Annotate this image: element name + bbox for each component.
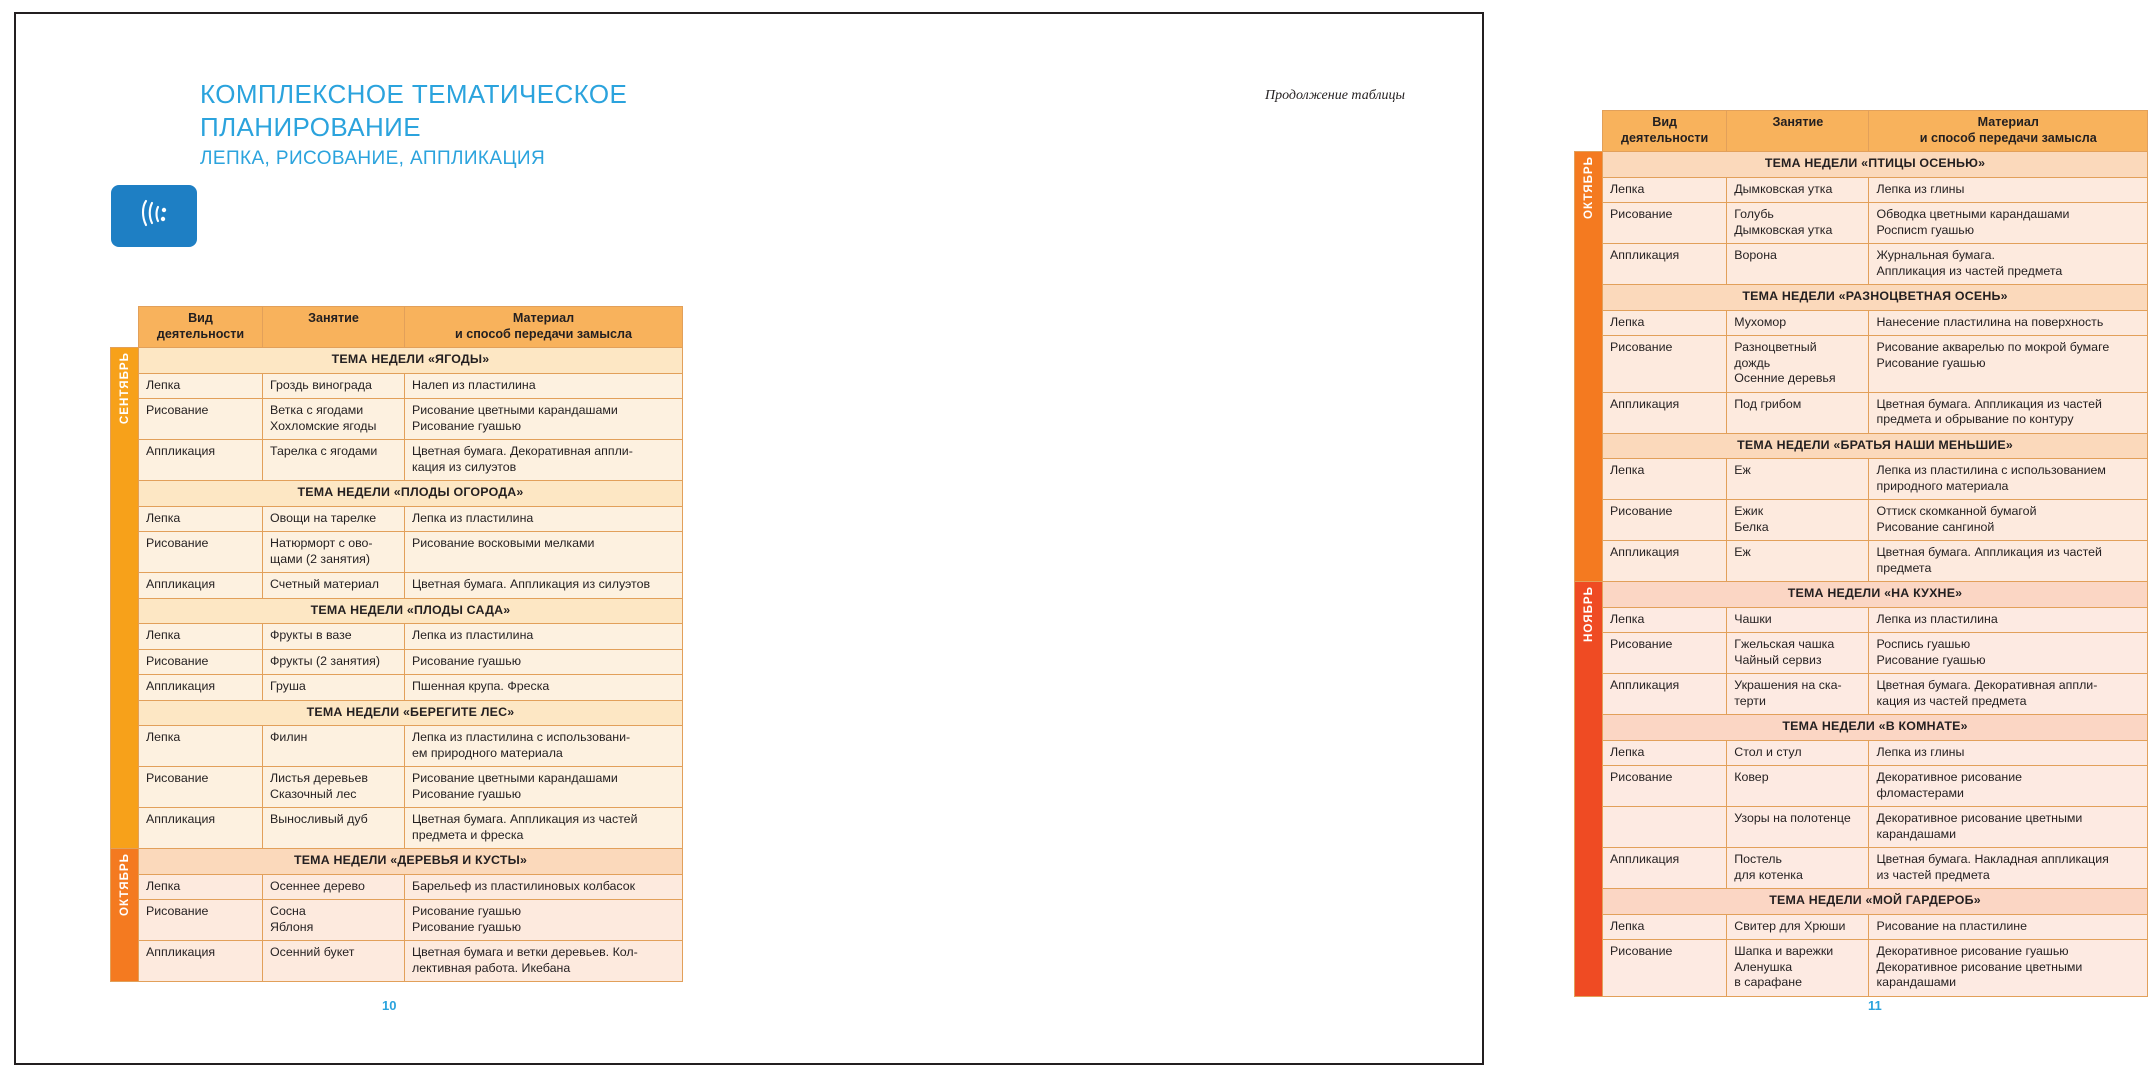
header-material-line2: и способ передачи замысла [454,326,633,341]
table-row [111,624,683,650]
cell-material: Рисование цветными карандашами Рисование гуашью [405,399,683,440]
theme-title: ТЕМА НЕДЕЛИ «ЯГОДЫ» [139,348,683,374]
theme-title: ТЕМА НЕДЕЛИ «БЕРЕГИТЕ ЛЕС» [139,700,683,726]
table-row [111,874,683,900]
cell-material: Рисование цветными карандашами Рисование гуашью [405,767,683,808]
theme-row [1575,582,2148,608]
table-row [1575,392,2148,433]
cell-kind: Рисование [139,532,263,573]
cell-activity: Украшения на ска- терти [1727,674,1869,715]
table-row [111,440,683,481]
table-row [111,808,683,849]
cell-material: Декоративное рисование фломастерами [1869,766,2148,807]
page-title [200,78,700,170]
cell-material: Цветная бумага. Аппликация из частей предмета [1869,541,2148,582]
cell-kind: Рисование [139,900,263,941]
cell-kind: Рисование [1603,203,1727,244]
theme-row [111,598,683,624]
header-material [405,307,683,348]
cell-activity: Гжельская чашка Чайный сервиз [1727,633,1869,674]
table-body-right [1575,152,2148,997]
page-left [0,0,750,1080]
table-row [1575,541,2148,582]
cell-kind: Лепка [1603,459,1727,500]
cell-activity: Еж [1727,541,1869,582]
cell-activity: Ковер [1727,766,1869,807]
table-row [1575,848,2148,889]
theme-row [111,849,683,875]
table-row [1575,177,2148,203]
cell-kind: Рисование [139,399,263,440]
cell-material: Нанесение пластилина на поверхность [1869,310,2148,336]
cell-material: Журнальная бумага. Аппликация из частей предмета [1869,244,2148,285]
table-right [1574,110,2148,997]
table-row [111,506,683,532]
cell-material: Цветная бумага. Аппликация из частей предмета и обрывание по контуру [1869,392,2148,433]
cell-material: Лепка из пластилина с использовани- ем природного материала [405,726,683,767]
cell-material: Лепка из пластилина с использованием природного материала [1869,459,2148,500]
table-row [1575,500,2148,541]
cell-activity: Дымковская утка [1727,177,1869,203]
cell-material: Цветная бумага. Декоративная аппли- кация из силуэтов [405,440,683,481]
table-row [111,675,683,701]
header-kind [1603,111,1727,152]
cell-kind: Аппликация [139,941,263,982]
cell-kind: Аппликация [1603,848,1727,889]
table-row [1575,940,2148,997]
cell-material: Роспись гуашью Рисование гуашью [1869,633,2148,674]
cell-kind: Лепка [139,874,263,900]
header-material [1869,111,2148,152]
cell-kind: Лепка [139,373,263,399]
brush-icon [111,185,197,247]
cell-kind: Лепка [1603,914,1727,940]
cell-activity: Ежик Белка [1727,500,1869,541]
cell-material: Налеп из пластилина [405,373,683,399]
cell-material: Рисование гуашью [405,649,683,675]
theme-title: ТЕМА НЕДЕЛИ «ПТИЦЫ ОСЕНЬЮ» [1603,152,2148,178]
theme-row [1575,433,2148,459]
cell-kind: Лепка [139,506,263,532]
cell-kind: Аппликация [1603,392,1727,433]
table-body-left [111,348,683,982]
theme-title: ТЕМА НЕДЕЛИ «НА КУХНЕ» [1603,582,2148,608]
cell-activity: Осенний букет [263,941,405,982]
theme-row [111,348,683,374]
cell-activity: Мухомор [1727,310,1869,336]
cell-kind [1603,807,1727,848]
cell-material: Цветная бумага. Накладная аппликация из частей предмета [1869,848,2148,889]
month-label: ОКТЯБРЬ [111,849,139,982]
cell-material: Декоративное рисование гуашью Декоративное рисование цветными карандашами [1869,940,2148,997]
page-right [750,0,2110,1080]
table-header-right [1575,111,2148,152]
month-label: ОКТЯБРЬ [1575,152,1603,582]
cell-material: Декоративное рисование цветными карандашами [1869,807,2148,848]
table-row [1575,310,2148,336]
table-row [1575,807,2148,848]
cell-activity: Узоры на полотенце [1727,807,1869,848]
page-number-right: 11 [1868,998,1882,1013]
cell-activity: Ветка с ягодами Хохломские ягоды [263,399,405,440]
cell-material: Пшенная крупа. Фреска [405,675,683,701]
cell-material: Цветная бумага и ветки деревьев. Кол- лективная работа. Икебана [405,941,683,982]
cell-kind: Лепка [139,726,263,767]
cell-material: Барельеф из пластилиновых колбасок [405,874,683,900]
cell-activity: Фрукты (2 занятия) [263,649,405,675]
cell-kind: Лепка [139,624,263,650]
cell-activity: Выносливый дуб [263,808,405,849]
cell-kind: Лепка [1603,607,1727,633]
cell-activity: Свитер для Хрюши [1727,914,1869,940]
header-kind-line1: Вид [188,311,213,325]
theme-row [111,481,683,507]
table-row [1575,459,2148,500]
theme-title: ТЕМА НЕДЕЛИ «РАЗНОЦВЕТНАЯ ОСЕНЬ» [1603,285,2148,311]
header-material-line1: Материал [1977,115,2039,129]
cell-activity: Груша [263,675,405,701]
header-material-line2: и способ передачи замысла [1919,130,2097,145]
cell-material: Лепка из пластилина [405,506,683,532]
cell-activity: Осеннее дерево [263,874,405,900]
theme-title: ТЕМА НЕДЕЛИ «БРАТЬЯ НАШИ МЕНЬШИЕ» [1603,433,2148,459]
cell-activity: Еж [1727,459,1869,500]
header-material-line1: Материал [512,311,575,325]
table-row [1575,203,2148,244]
cell-material: Лепка из глины [1869,177,2148,203]
cell-material: Лепка из пластилина [1869,607,2148,633]
theme-title: ТЕМА НЕДЕЛИ «В КОМНАТЕ» [1603,715,2148,741]
cell-kind: Аппликация [1603,244,1727,285]
header-activity: Занятие [1727,111,1869,152]
page-number-left: 10 [382,998,397,1013]
cell-kind: Аппликация [139,573,263,599]
table-row [111,373,683,399]
table-row [1575,766,2148,807]
table-row [1575,633,2148,674]
table-row [111,767,683,808]
header-kind [139,307,263,348]
table-row [111,399,683,440]
cell-material: Цветная бумага. Декоративная аппли- кация из частей предмета [1869,674,2148,715]
table-row [111,941,683,982]
cell-activity: Ворона [1727,244,1869,285]
title-subtitle: ЛЕПКА, РИСОВАНИЕ, АППЛИКАЦИЯ [200,147,546,169]
cell-activity: Под грибом [1727,392,1869,433]
header-kind-line2: деятельности [156,326,245,341]
cell-material: Лепка из глины [1869,740,2148,766]
table-row [1575,674,2148,715]
cell-kind: Рисование [139,649,263,675]
month-label: НОЯБРЬ [1575,582,1603,997]
cell-kind: Рисование [1603,766,1727,807]
cell-activity: Постель для котенка [1727,848,1869,889]
cell-activity: Филин [263,726,405,767]
theme-title: ТЕМА НЕДЕЛИ «МОЙ ГАРДЕРОБ» [1603,889,2148,915]
cell-kind: Аппликация [139,808,263,849]
cell-material: Рисование гуашью Рисование гуашью [405,900,683,941]
cell-activity: Фрукты в вазе [263,624,405,650]
cell-activity: Натюрморт с ово- щами (2 занятия) [263,532,405,573]
table-row [111,649,683,675]
cell-kind: Рисование [139,767,263,808]
theme-row [1575,715,2148,741]
cell-kind: Аппликация [1603,674,1727,715]
table-header-left [111,307,683,348]
cell-activity: Шапка и варежки Аленушка в сарафане [1727,940,1869,997]
cell-material: Рисование восковыми мелками [405,532,683,573]
planning-table-left [110,306,683,982]
theme-row [111,700,683,726]
table-row [1575,336,2148,393]
table-left [110,306,682,982]
table-row [1575,607,2148,633]
cell-activity: Счетный материал [263,573,405,599]
cell-material: Рисование на пластилине [1869,914,2148,940]
table-row [111,900,683,941]
cell-activity: Стол и стул [1727,740,1869,766]
cell-kind: Рисование [1603,940,1727,997]
cell-activity: Сосна Яблоня [263,900,405,941]
cell-material: Цветная бумага. Аппликация из силуэтов [405,573,683,599]
cell-material: Цветная бумага. Аппликация из частей предмета и фреска [405,808,683,849]
theme-row [1575,152,2148,178]
cell-kind: Лепка [1603,310,1727,336]
table-row [111,573,683,599]
cell-kind: Аппликация [139,440,263,481]
cell-kind: Рисование [1603,336,1727,393]
header-kind-line2: деятельности [1620,130,1709,145]
cell-kind: Аппликация [139,675,263,701]
theme-title: ТЕМА НЕДЕЛИ «ПЛОДЫ САДА» [139,598,683,624]
cell-material: Лепка из пластилина [405,624,683,650]
month-label: СЕНТЯБРЬ [111,348,139,849]
cell-kind: Лепка [1603,177,1727,203]
cell-kind: Лепка [1603,740,1727,766]
cell-activity: Листья деревьев Сказочный лес [263,767,405,808]
theme-row [1575,285,2148,311]
header-kind-line1: Вид [1652,115,1678,129]
title-main: КОМПЛЕКСНОЕ ТЕМАТИЧЕСКОЕ ПЛАНИРОВАНИЕ [200,79,628,143]
table-row [1575,914,2148,940]
cell-kind: Аппликация [1603,541,1727,582]
cell-material: Оттиск скомканной бумагой Рисование сангиной [1869,500,2148,541]
cell-activity: Тарелка с ягодами [263,440,405,481]
header-spacer [111,307,139,348]
table-row [1575,740,2148,766]
theme-title: ТЕМА НЕДЕЛИ «ПЛОДЫ ОГОРОДА» [139,481,683,507]
cell-kind: Рисование [1603,633,1727,674]
cell-activity: Чашки [1727,607,1869,633]
planning-table-right [1574,110,2148,997]
continuation-note: Продолжение таблицы [1264,88,1405,103]
cell-activity: Голубь Дымковская утка [1727,203,1869,244]
theme-row [1575,889,2148,915]
cell-material: Рисование акварелью по мокрой бумаге Рисование гуашью [1869,336,2148,393]
header-activity: Занятие [263,307,405,348]
cell-material: Обводка цветными карандашами Росписm гуашью [1869,203,2148,244]
cell-activity: Разноцветный дождь Осенние деревья [1727,336,1869,393]
header-spacer [1575,111,1603,152]
table-row [111,532,683,573]
theme-title: ТЕМА НЕДЕЛИ «ДЕРЕВЬЯ И КУСТЫ» [139,849,683,875]
table-row [111,726,683,767]
cell-activity: Овощи на тарелке [263,506,405,532]
cell-kind: Рисование [1603,500,1727,541]
table-row [1575,244,2148,285]
cell-activity: Гроздь винограда [263,373,405,399]
